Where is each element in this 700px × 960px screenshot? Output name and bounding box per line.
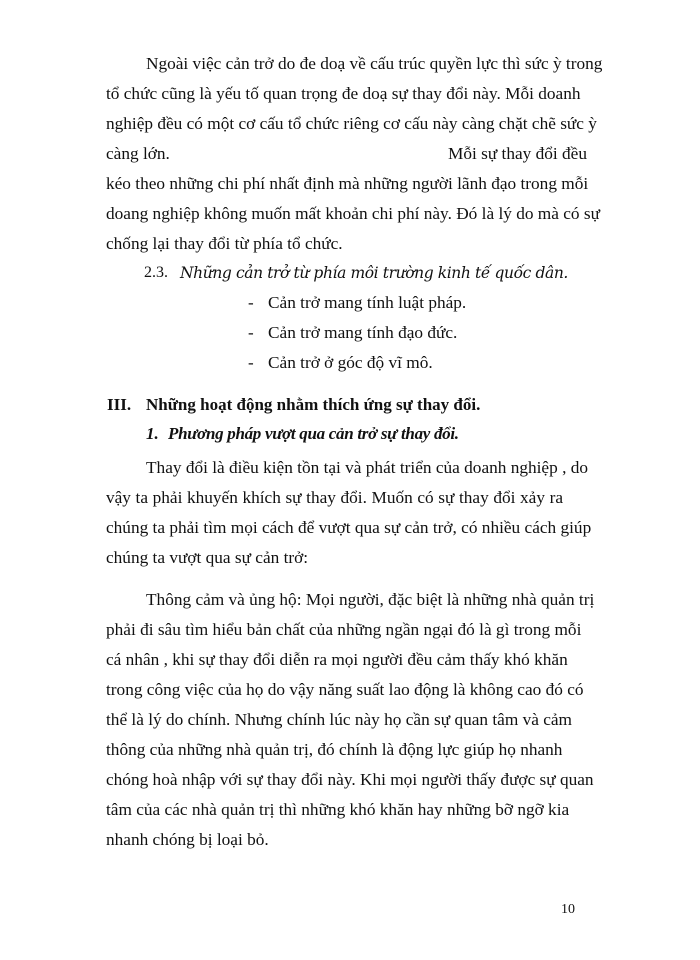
bullet-text: Cản trở ở góc độ vĩ mô. (268, 353, 433, 372)
bullet-text: Cản trở mang tính đạo đức. (268, 323, 458, 342)
paragraph-line: doang nghiệp không muốn mất khoản chi phí này. Đó là lý do mà có sự (106, 204, 600, 223)
paragraph-line: Thông cảm và ủng hộ: Mọi người, đặc biệt là những nhà quản trị (146, 590, 595, 609)
subsection-title: Phương pháp vượt qua cản trở sự thay đổi. (168, 424, 459, 443)
paragraph-line: càng lớn. (106, 144, 170, 163)
paragraph-line: chúng ta phải tìm mọi cách để vượt qua sự cản trở, có nhiều cách giúp (106, 518, 592, 537)
section-title: Những cản trở từ phía môi trường kinh tế quốc dân. (180, 264, 568, 282)
paragraph-line: nhanh chóng bị loại bỏ. (106, 830, 269, 849)
paragraph-line: Ngoài việc cản trở do đe doạ về cấu trúc quyền lực thì sức ỳ trong (146, 54, 603, 73)
bullet-marker: - (248, 293, 254, 312)
paragraph-line: Mỗi sự thay đổi đều (448, 144, 587, 163)
paragraph-line: trong công việc của họ do vậy năng suất lao động là không cao đó có (106, 680, 584, 699)
paragraph-line: thông của những nhà quản trị, đó chính là động lực giúp họ nhanh (106, 740, 563, 759)
paragraph-line: chóng hoà nhập với sự thay đổi này. Khi mọi người thấy được sự quan (106, 770, 594, 789)
section-number: III. (107, 395, 132, 414)
subsection-number: 1. (146, 424, 159, 443)
bullet-marker: - (248, 353, 254, 372)
paragraph-line: chúng ta vượt qua sự cản trở: (106, 548, 309, 567)
bullet-marker: - (248, 323, 254, 342)
paragraph-line: cá nhân , khi sự thay đổi diễn ra mọi người đều cảm thấy khó khăn (106, 650, 568, 669)
paragraph-line: vậy ta phải khuyến khích sự thay đổi. Muốn có sự thay đổi xảy ra (106, 488, 563, 507)
bullet-text: Cản trở mang tính luật pháp. (268, 293, 467, 312)
paragraph-line: nghiệp đều có một cơ cấu tổ chức riêng cơ cấu này càng chặt chẽ sức ỳ (106, 114, 597, 133)
page-number: 10 (561, 902, 575, 917)
paragraph-line: tổ chức cũng là yếu tố quan trọng đe doạ sự thay đổi này. Mỗi doanh (106, 84, 581, 103)
paragraph-line: kéo theo những chi phí nhất định mà những người lãnh đạo trong mỗi (106, 174, 589, 193)
section-number: 2.3. (144, 264, 168, 281)
paragraph-line: Thay đổi là điều kiện tồn tại và phát triển của doanh nghiệp , do (146, 458, 588, 477)
paragraph-line: thể là lý do chính. Nhưng chính lúc này họ cần sự quan tâm và cảm (106, 710, 573, 729)
paragraph-line: chống lại thay đổi từ phía tổ chức. (106, 234, 343, 253)
paragraph-line: phải đi sâu tìm hiểu bản chất của những ngần ngại đó là gì trong mỗi (106, 620, 582, 639)
paragraph-line: tâm của các nhà quản trị thì những khó khăn hay những bỡ ngỡ kia (106, 800, 570, 819)
section-title: Những hoạt động nhằm thích ứng sự thay đổi. (146, 395, 481, 414)
